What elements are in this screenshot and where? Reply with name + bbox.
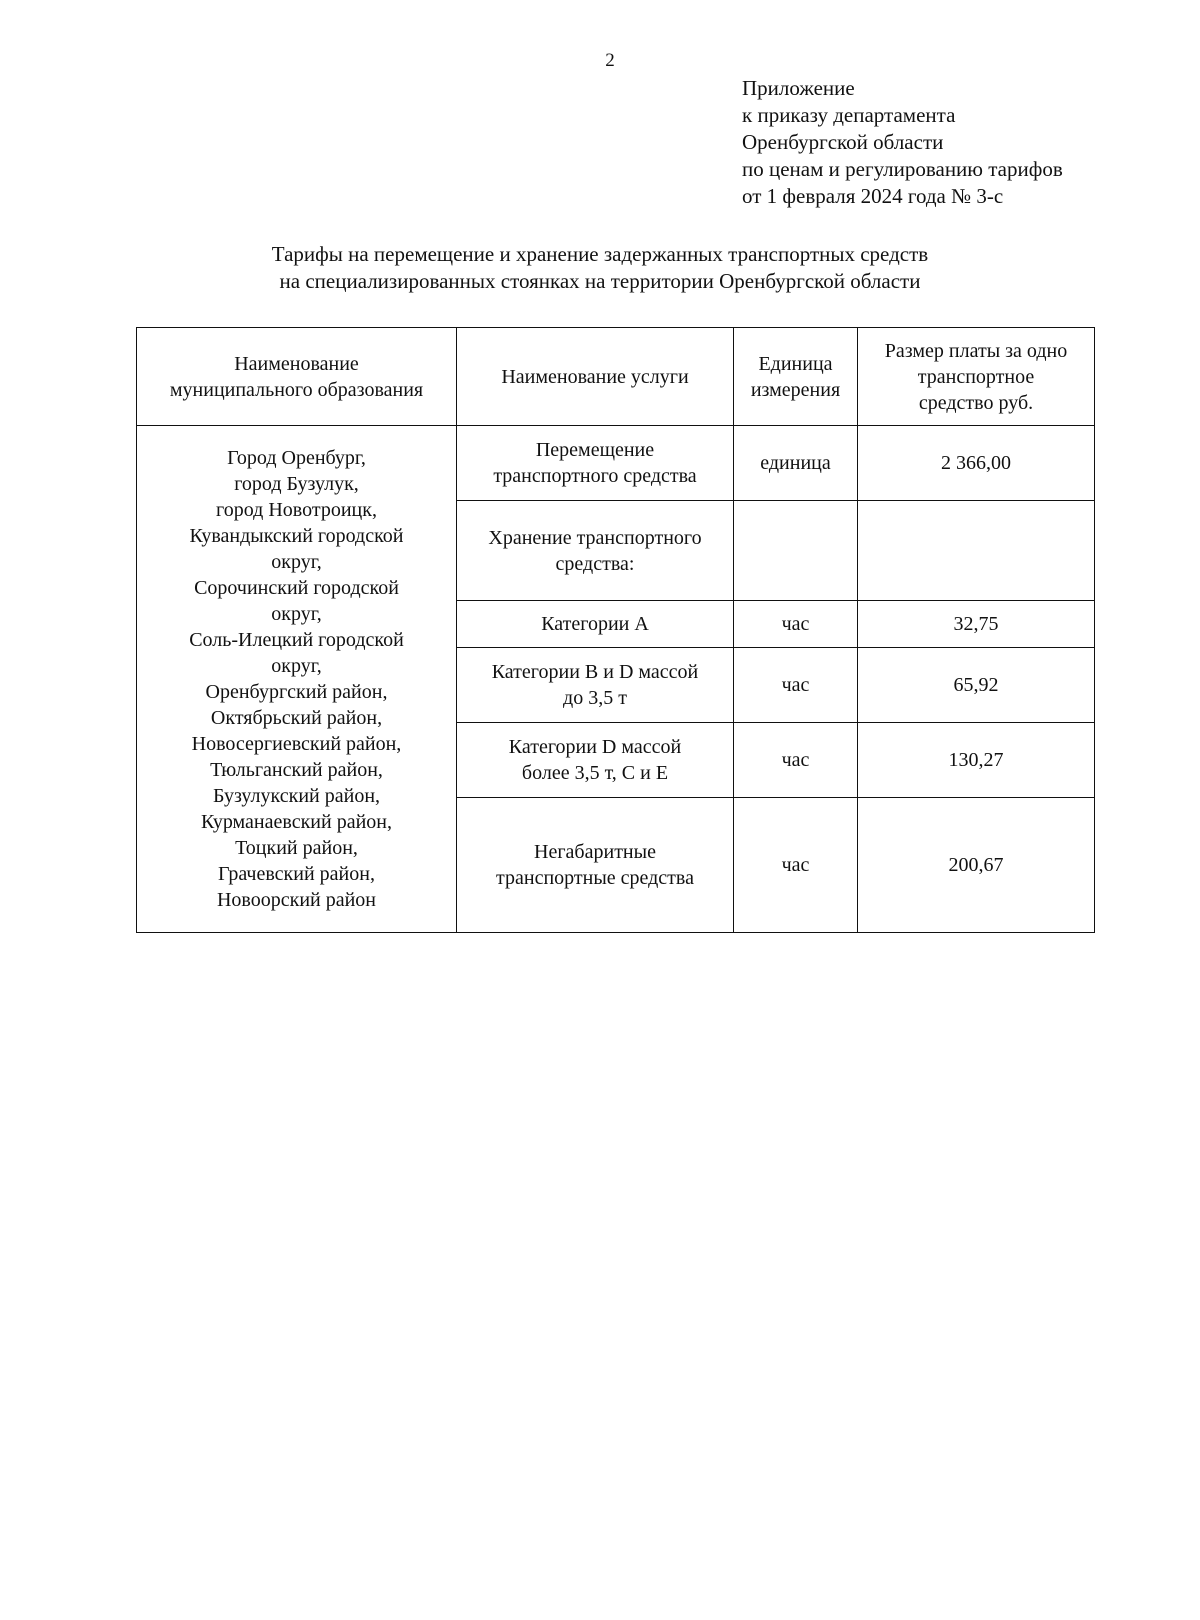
price-cell: [858, 501, 1095, 601]
municipality-line: округ,: [271, 603, 322, 625]
appendix-line: Оренбургской области: [742, 130, 944, 154]
service-text: транспортного средства: [493, 465, 697, 487]
header-municipality: [137, 328, 457, 426]
municipality-line: Октябрьский район,: [210, 707, 383, 729]
header-unit: [734, 328, 858, 426]
header-price: [858, 328, 1095, 426]
municipality-line: Кувандыкский городской: [189, 525, 404, 547]
header-text: средство руб.: [918, 391, 1034, 414]
service-text: Перемещение: [535, 439, 655, 461]
price-cell: 32,75: [858, 601, 1095, 648]
price-cell: 130,27: [858, 723, 1095, 798]
service-text: транспортные средства: [496, 867, 694, 889]
municipality-line: округ,: [271, 655, 322, 677]
header-text: Размер платы за одно: [884, 339, 1068, 362]
service-text: Категории D массой: [508, 736, 682, 758]
header-text: Наименование услуги: [501, 365, 689, 388]
municipality-line: город Новотроицк,: [216, 499, 377, 521]
service-cell: [457, 601, 734, 648]
municipality-line: Бузулукский район,: [212, 785, 381, 807]
service-text: Категории B и D массой: [491, 661, 699, 683]
appendix-line: от 1 февраля 2024 года № 3-с: [742, 184, 1004, 208]
unit-cell: единица: [734, 426, 858, 501]
municipality-line: город Бузулук,: [234, 473, 359, 495]
municipality-list-cell: [137, 426, 457, 933]
unit-cell: час: [734, 601, 858, 648]
price-cell: 2 366,00: [858, 426, 1095, 501]
header-text: Наименование: [234, 352, 359, 375]
municipality-line: округ,: [271, 551, 322, 573]
header-service: [457, 328, 734, 426]
header-text: Единица: [758, 352, 833, 375]
service-text: более 3,5 т, С и Е: [521, 762, 669, 784]
municipality-line: Тоцкий район,: [235, 837, 358, 859]
municipality-line: Соль-Илецкий городской: [189, 629, 404, 651]
service-text: Хранение транспортного: [488, 526, 702, 549]
table-header-row: [137, 328, 1095, 426]
appendix-block: [742, 75, 1162, 210]
municipality-line: Курманаевский район,: [201, 811, 392, 833]
service-text: средства:: [555, 552, 635, 575]
title-line: Тарифы на перемещение и хранение задержанных транспортных средств: [271, 242, 929, 266]
unit-cell: час: [734, 723, 858, 798]
service-cell: [457, 798, 734, 933]
appendix-line: по ценам и регулированию тарифов: [742, 157, 1063, 181]
service-cell: [457, 501, 734, 601]
service-text: до 3,5 т: [563, 687, 627, 709]
header-text: транспортное: [917, 365, 1035, 388]
header-text: муниципального образования: [169, 378, 424, 401]
page-number: 2: [605, 50, 615, 71]
price-cell: 200,67: [858, 798, 1095, 933]
municipality-line: Новосергиевский район,: [191, 733, 402, 755]
unit-cell: час: [734, 798, 858, 933]
municipality-line: Оренбургский район,: [205, 681, 388, 703]
title-line: на специализированных стоянках на территории Оренбургской области: [279, 269, 921, 293]
service-text: Негабаритные: [534, 841, 656, 863]
service-text: Категории А: [541, 613, 649, 635]
header-text: измерения: [750, 378, 841, 401]
price-cell: 65,92: [858, 648, 1095, 723]
service-cell: [457, 426, 734, 501]
municipality-line: Новоорский район: [216, 889, 377, 911]
municipality-line: Город Оренбург,: [227, 447, 366, 469]
appendix-line: Приложение: [742, 76, 855, 100]
municipality-line: Грачевский район,: [218, 863, 375, 885]
unit-cell: час: [734, 648, 858, 723]
table-row: [137, 426, 1095, 501]
unit-cell: [734, 501, 858, 601]
document-title: [120, 241, 1080, 295]
tariff-table: [136, 327, 1095, 933]
municipality-line: Сорочинский городской: [194, 577, 399, 599]
service-cell: [457, 648, 734, 723]
service-cell: [457, 723, 734, 798]
municipality-line: Тюльганский район,: [210, 759, 383, 781]
appendix-line: к приказу департамента: [742, 103, 956, 127]
